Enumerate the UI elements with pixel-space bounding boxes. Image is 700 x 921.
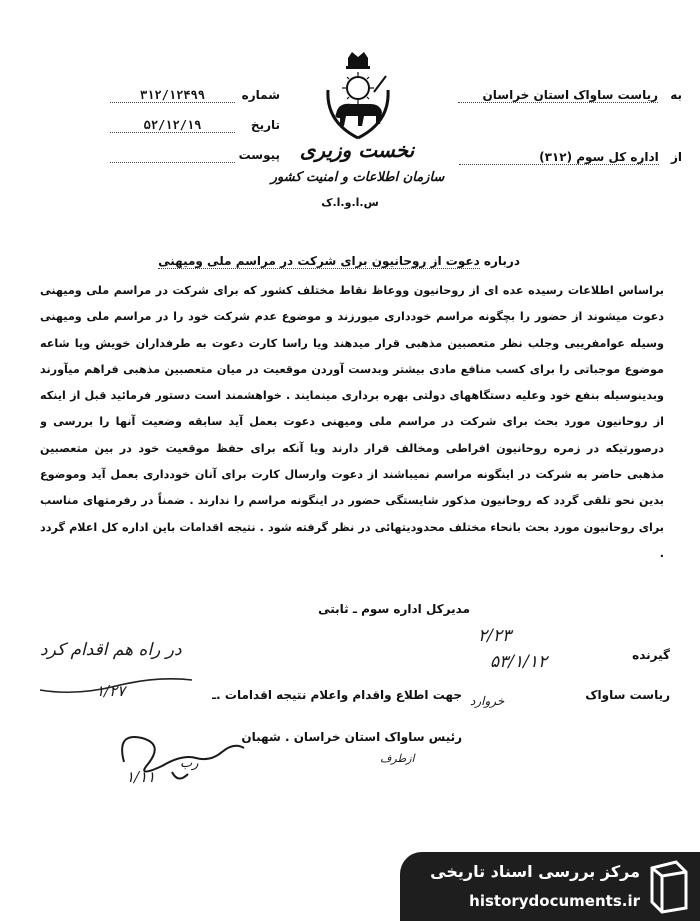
attachment-label: پیوست (238, 148, 280, 162)
recipient-prefix: به (670, 88, 682, 102)
subject-text: دعوت از روحانیون برای شرکت در مراسم ملی ومیهنی (158, 254, 480, 268)
attachment-line (110, 162, 235, 163)
date-value: ۵۲/۱۲/۱۹ (110, 118, 235, 133)
footer-title: مرکز بررسی اسناد تاریخی (430, 862, 640, 881)
handwritten-margin-date: ۱/۲۷ (96, 682, 126, 700)
handwritten-bottom-note: ازطرف (380, 752, 415, 765)
handwritten-receiver-date-2: ۵۳/۱/۱۲ (490, 652, 548, 672)
director-signature: مدیرکل اداره سوم ـ ثابتی (318, 602, 470, 616)
number-label: شماره (241, 88, 280, 102)
receiver-label: گیرنده (632, 648, 670, 662)
subject-line (150, 254, 520, 268)
recipient-line (432, 88, 682, 103)
org-line2: سازمان اطلاعات و امنیت کشور (270, 170, 445, 185)
attachment-row (40, 148, 280, 168)
org-line1: نخست وزیری (299, 138, 415, 162)
date-row (40, 118, 280, 138)
body-paragraph: براساس اطلاعات رسیده عده ای از روحانیون ووعاظ نقاط مختلف کشور که برای شرکت در مراسم ملی ومیهنی دعوت میشوند از حضور را بچگونه مراسم خودداری میورزند و موضوع عدم شرکت خود را در مراسم ملی ومیهنی وسیله عوامفریبی وجلب نظر متعصبین مذهبی قرار میدهند ویا راسا کارت دعوت به طرفداران خویش ویا شاعه موضوع موجباتی را برای کسب منافع مادی بیشتر وبدست آوردن موقعیت در میان متعصبین مذهبی فراهم میآورند وبدینوسیله بنفع خود وعلیه دستگاههای دولتی بهره برداری مینمایند . خواهشمند است دستور فرمائید قبل از اینکه از روحانیون مورد بحث برای شرکت در مراسم ملی ومیهنی دعوت بعمل آید سابقه وضعیت آنها را بررسی و درصورتیکه در زمره روحانیون افراطی ومخالف قرار دارند ویا آنکه برای حفظ موقعیت خود در بین متعصبین مذهبی حاضر به شرکت در اینگونه مراسم نمیباشند از دعوت وارسال کارت برای آنان خودداری بعمل آید وموضوع بدین نحو تلقی گردد که روحانیون مذکور شایستگی حضور در اینگونه مراسم را ندارند . ضمناً در رفرمتهای مناسب برای روحانیون مورد بحث بانحاء مختلف محدودیتهائی در نظر گرفته شود . نتیجه اقدامات باین اداره کل اعلام گردد . (40, 284, 664, 560)
margin-note-scribble-icon (36, 650, 196, 700)
from-value: اداره کل سوم (۳۱۲) (459, 150, 659, 165)
lion-and-sun-emblem-icon (318, 52, 398, 148)
org-code: س.ا.و.ا.ک (321, 196, 379, 209)
archive-book-icon (646, 858, 692, 914)
handwritten-margin-note: در راه هم اقدام کرد (40, 640, 182, 660)
number-value: ۳۱۲/۱۲۴۹۹ (110, 88, 235, 103)
handwritten-initials: رب (180, 756, 199, 771)
receiver-line2: جهت اطلاع واقدام واعلام نتیجه اقدامات .ـ (212, 688, 462, 702)
date-label: تاریخ (250, 118, 280, 132)
footer-banner (400, 852, 700, 921)
handwritten-receiver-date-1: ۲/۲۳ (478, 626, 512, 646)
handwritten-receiver-note: خروارد (470, 694, 505, 708)
recipient-value: ریاست ساواک استان خراسان (458, 88, 658, 103)
from-prefix: از (670, 150, 682, 164)
receiver-line3: رئیس ساواک استان خراسان . شهبان (241, 730, 462, 744)
receiver-line1: ریاست ساواک (585, 688, 670, 702)
footer-url: historydocuments.ir (469, 892, 640, 910)
from-line (432, 150, 682, 165)
handwritten-bottom-date: ۱/۱۱ (126, 768, 156, 786)
subject-label: درباره (483, 254, 520, 268)
number-row (40, 88, 280, 108)
